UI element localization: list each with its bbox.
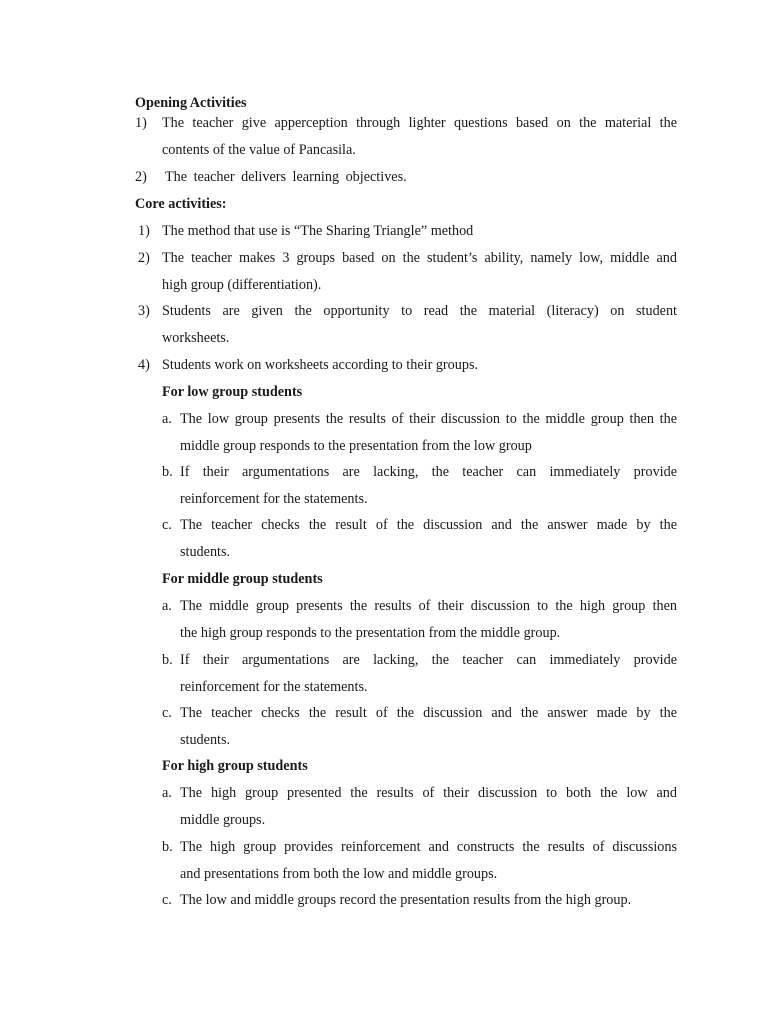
core-item-3-line-2: worksheets. (162, 330, 230, 346)
middle-a-line-2: the high group responds to the presentation from the middle group. (180, 625, 561, 641)
opening-item-2-number: 2) (135, 169, 147, 185)
middle-c-letter: c. (162, 705, 172, 721)
core-heading: Core activities: (135, 196, 227, 212)
low-c-letter: c. (162, 517, 172, 533)
middle-c-line-2: students. (180, 732, 231, 748)
high-b-letter: b. (162, 839, 173, 855)
high-a-line-1: The high group presented the results of their discussion to both the low and (180, 785, 677, 801)
opening-item-1-line-2: contents of the value of Pancasila. (162, 142, 356, 158)
middle-a-line-1: The middle group presents the results of their discussion to the high group then (180, 598, 677, 614)
high-group-heading: For high group students (162, 758, 308, 774)
middle-b-letter: b. (162, 652, 173, 668)
low-b-letter: b. (162, 464, 173, 480)
low-b-line-2: reinforcement for the statements. (180, 491, 368, 507)
high-c-line-1: The low and middle groups record the presentation results from the high group. (180, 892, 632, 908)
middle-c-line-1: The teacher checks the result of the discussion and the answer made by the (180, 705, 677, 721)
core-item-3-line-1: Students are given the opportunity to read the material (literacy) on student (162, 303, 677, 319)
core-item-4-line-1: Students work on worksheets according to their groups. (162, 357, 479, 373)
opening-item-1-line-1: The teacher give apperception through lighter questions based on the material the (162, 115, 677, 131)
high-a-letter: a. (162, 785, 172, 801)
core-item-3-number: 3) (138, 303, 150, 319)
opening-heading: Opening Activities (135, 95, 247, 111)
high-b-line-1: The high group provides reinforcement and constructs the results of discussions (180, 839, 677, 855)
high-a-line-2: middle groups. (180, 812, 266, 828)
middle-b-line-2: reinforcement for the statements. (180, 679, 368, 695)
low-a-line-1: The low group presents the results of their discussion to the middle group then the (180, 411, 677, 427)
core-item-2-line-1: The teacher makes 3 groups based on the student’s ability, namely low, middle and (162, 250, 677, 266)
high-b-line-2: and presentations from both the low and middle groups. (180, 866, 498, 882)
low-a-line-2: middle group responds to the presentation from the low group (180, 438, 532, 454)
core-item-4-number: 4) (138, 357, 150, 373)
core-item-1-line-1: The method that use is “The Sharing Triangle” method (162, 223, 474, 239)
opening-item-1-number: 1) (135, 115, 147, 131)
middle-a-letter: a. (162, 598, 172, 614)
middle-group-heading: For middle group students (162, 571, 323, 587)
core-item-1-number: 1) (138, 223, 150, 239)
core-item-2-line-2: high group (differentiation). (162, 277, 322, 293)
opening-item-2-line-1: The teacher delivers learning objectives. (165, 169, 407, 185)
high-c-letter: c. (162, 892, 172, 908)
middle-b-line-1: If their argumentations are lacking, the teacher can immediately provide (180, 652, 677, 668)
low-c-line-1: The teacher checks the result of the discussion and the answer made by the (180, 517, 677, 533)
low-c-line-2: students. (180, 544, 231, 560)
low-b-line-1: If their argumentations are lacking, the teacher can immediately provide (180, 464, 677, 480)
low-a-letter: a. (162, 411, 172, 427)
core-item-2-number: 2) (138, 250, 150, 266)
low-group-heading: For low group students (162, 384, 303, 400)
